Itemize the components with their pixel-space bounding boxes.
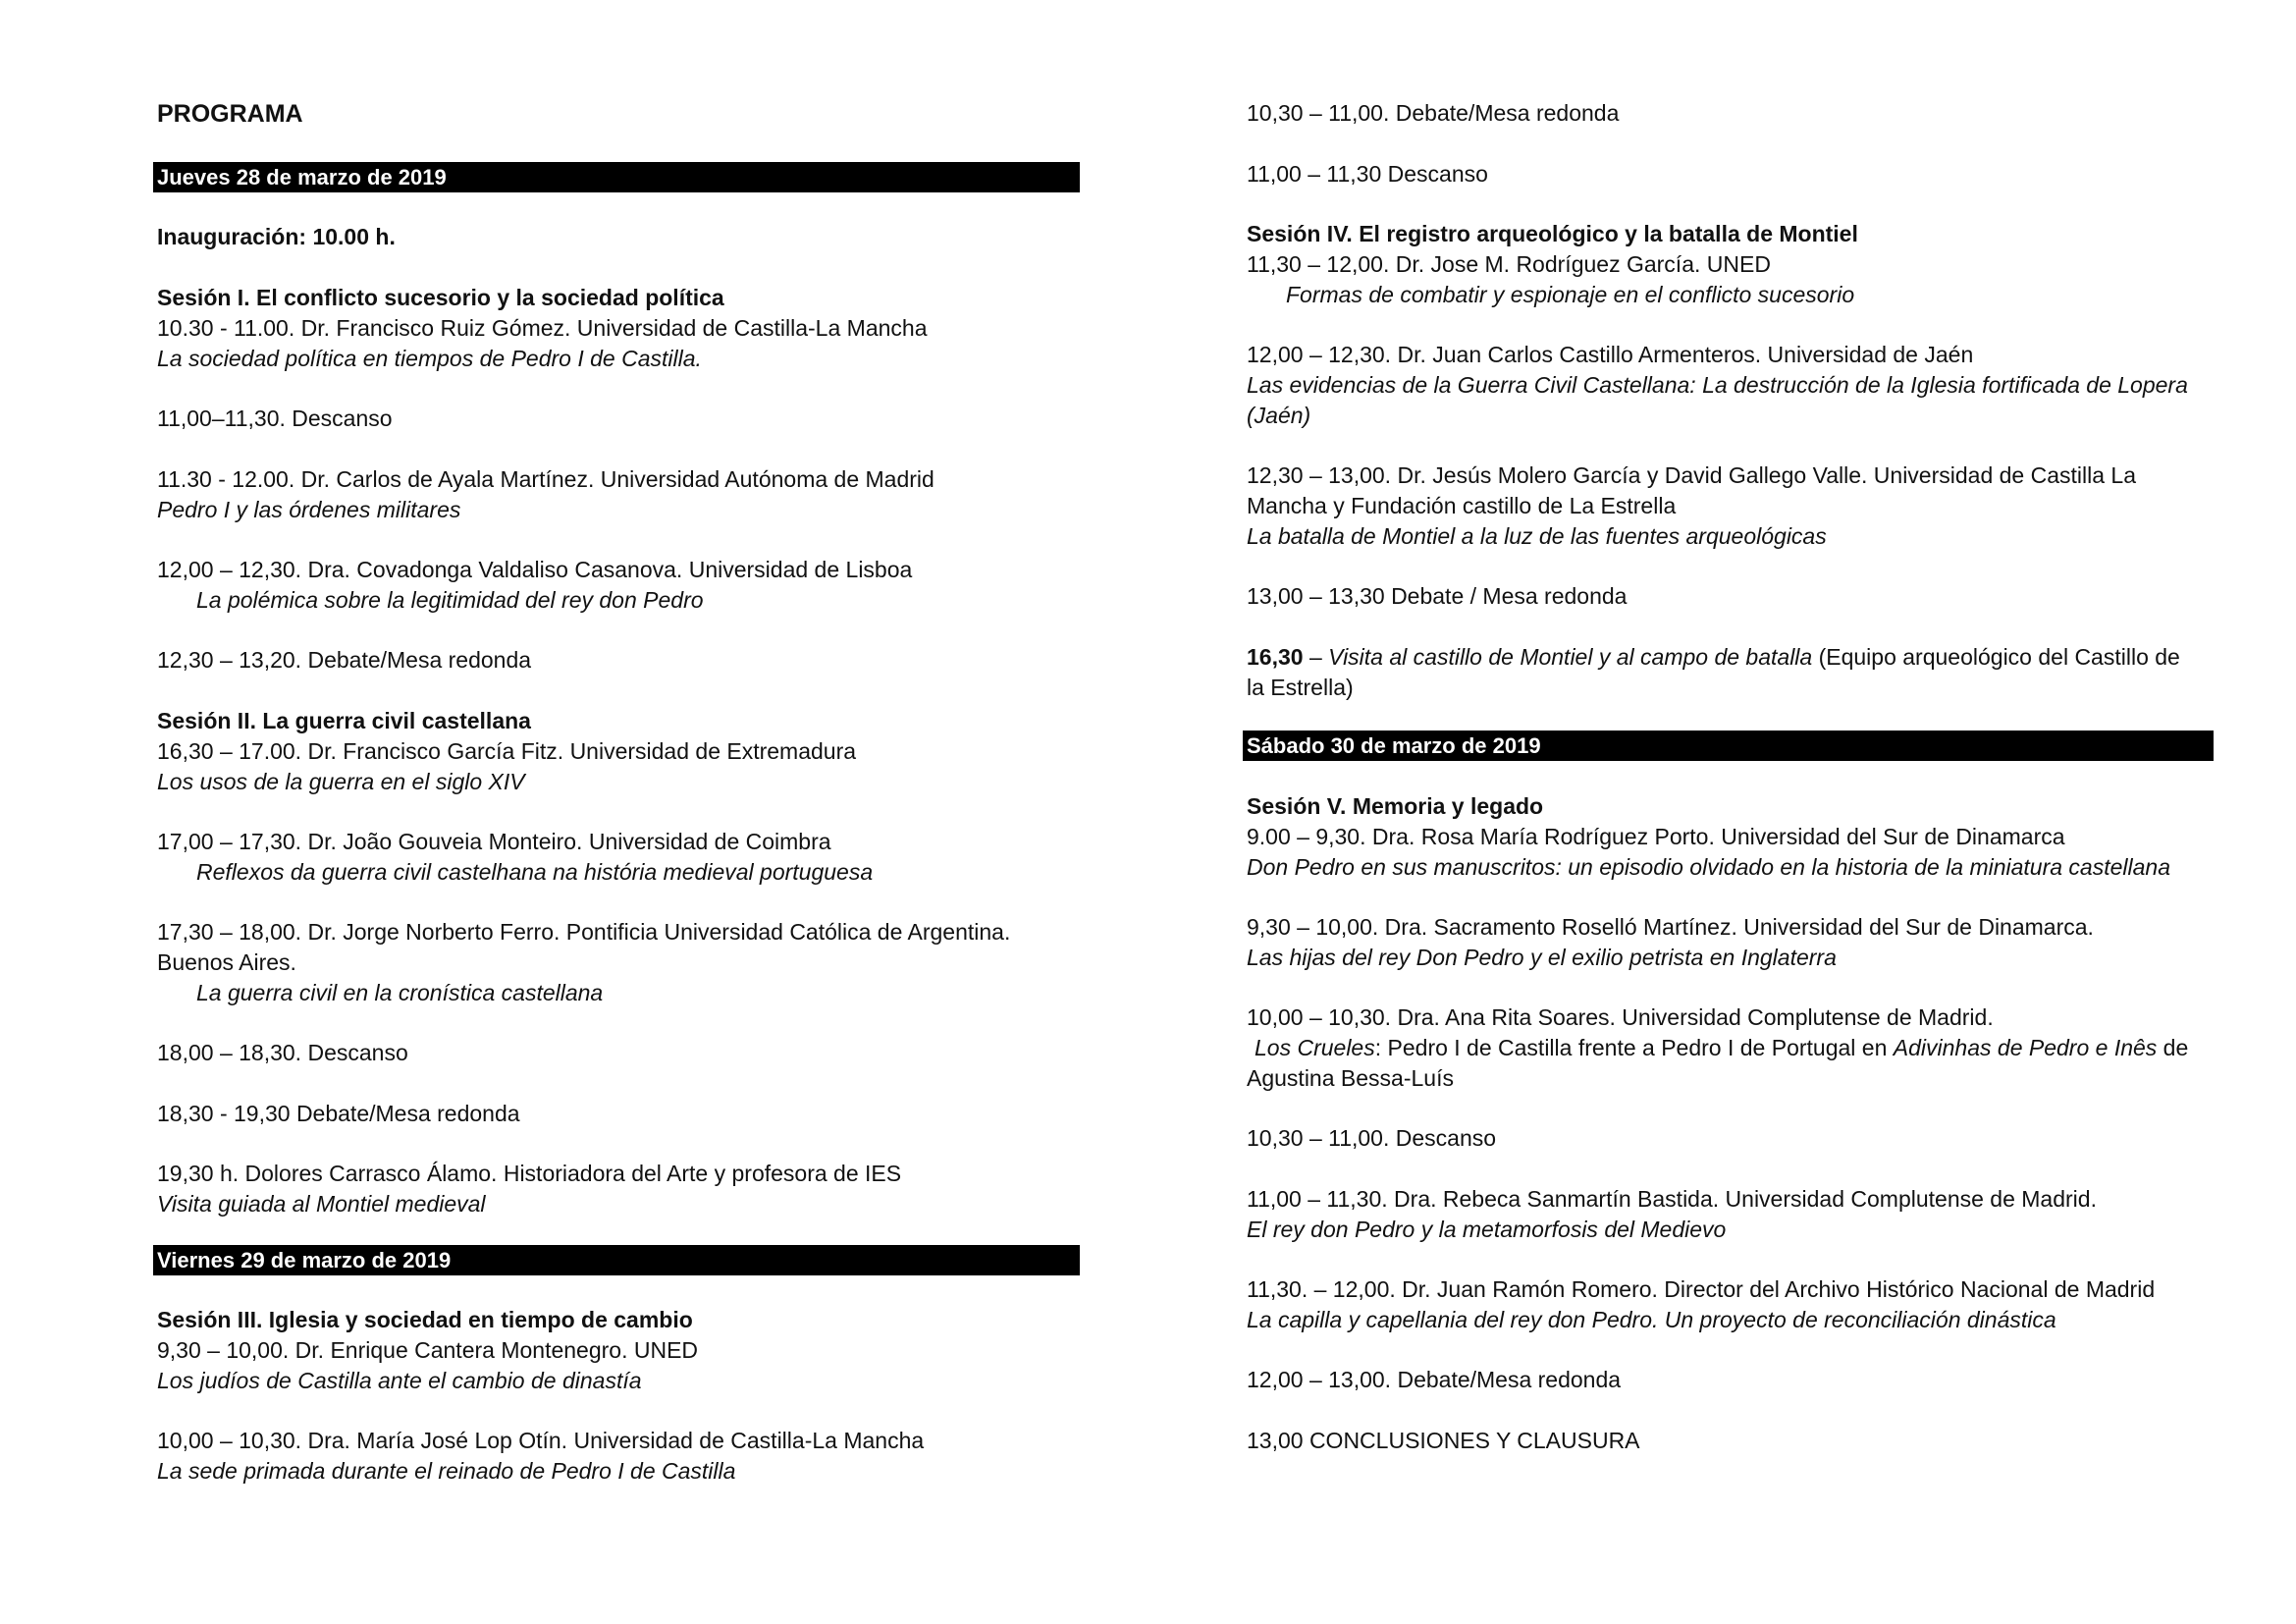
field-visit: [1247, 642, 2214, 673]
talk-15-title-part3: Adivinhas de Pedro e Inês: [1893, 1035, 2158, 1060]
talk-4-title: Los usos de la guerra en el siglo XIV: [157, 769, 525, 794]
debate-2: 18,30 - 19,30 Debate/Mesa redonda: [157, 1101, 520, 1126]
talk-1-title: La sociedad política en tiempos de Pedro I de Castilla.: [157, 346, 702, 371]
closing: 13,00 CONCLUSIONES Y CLAUSURA: [1247, 1428, 1640, 1453]
talk-7-title: Visita guiada al Montiel medieval: [157, 1191, 486, 1217]
day-header-saturday: Sábado 30 de marzo de 2019: [1243, 731, 2214, 761]
talk-17-title: La capilla y capellania del rey don Pedro. Un proyecto de reconciliación dinástica: [1247, 1307, 2056, 1332]
talk-7: 19,30 h. Dolores Carrasco Álamo. Historiadora del Arte y profesora de IES: [157, 1161, 902, 1186]
talk-12-cont: Mancha y Fundación castillo de La Estrella: [1247, 493, 1677, 518]
talk-15-title-part4: de: [2157, 1035, 2189, 1060]
talk-10-title: Formas de combatir y espionaje en el conflicto sucesorio: [1286, 282, 1855, 307]
inauguration: Inauguración: 10.00 h.: [157, 224, 396, 249]
talk-8: 9,30 – 10,00. Dr. Enrique Cantera Montenegro. UNED: [157, 1337, 699, 1363]
talk-5-title: Reflexos da guerra civil castelhana na história medieval portuguesa: [196, 859, 874, 885]
field-visit-time: 16,30: [1247, 644, 1304, 670]
debate-4: 13,00 – 13,30 Debate / Mesa redonda: [1247, 583, 1628, 609]
talk-16-title: El rey don Pedro y la metamorfosis del Medievo: [1247, 1217, 1727, 1242]
talk-5: 17,00 – 17,30. Dr. João Gouveia Monteiro. Universidad de Coimbra: [157, 829, 831, 854]
debate-5: 12,00 – 13,00. Debate/Mesa redonda: [1247, 1367, 1622, 1392]
talk-17: 11,30. – 12,00. Dr. Juan Ramón Romero. Director del Archivo Histórico Nacional de Madrid: [1247, 1276, 2156, 1302]
talk-14-title: Las hijas del rey Don Pedro y el exilio petrista en Inglaterra: [1247, 945, 1837, 970]
session-2-title: Sesión II. La guerra civil castellana: [157, 708, 531, 733]
talk-15-title: [1255, 1033, 2214, 1063]
field-visit-organizer-cont: la Estrella): [1247, 675, 1354, 700]
talk-3: 12,00 – 12,30. Dra. Covadonga Valdaliso Casanova. Universidad de Lisboa: [157, 557, 913, 582]
day-header-friday: Viernes 29 de marzo de 2019: [153, 1245, 1080, 1275]
talk-16: 11,00 – 11,30. Dra. Rebeca Sanmartín Bastida. Universidad Complutense de Madrid.: [1247, 1186, 2097, 1212]
talk-6: 17,30 – 18,00. Dr. Jorge Norberto Ferro. Pontificia Universidad Católica de Argentina.: [157, 919, 1011, 945]
talk-12: 12,30 – 13,00. Dr. Jesús Molero García y David Gallego Valle. Universidad de Castilla La: [1247, 462, 2136, 488]
field-visit-title: Visita al castillo de Montiel y al campo de batalla: [1328, 644, 1813, 670]
talk-1: 10.30 - 11.00. Dr. Francisco Ruiz Gómez. Universidad de Castilla-La Mancha: [157, 315, 928, 341]
talk-11-title-cont: (Jaén): [1247, 403, 1311, 428]
talk-9: 10,00 – 10,30. Dra. María José Lop Otín. Universidad de Castilla-La Mancha: [157, 1428, 925, 1453]
break-1: 11,00–11,30. Descanso: [157, 406, 393, 431]
talk-2-title: Pedro I y las órdenes militares: [157, 497, 461, 522]
talk-4: 16,30 – 17.00. Dr. Francisco García Fitz. Universidad de Extremadura: [157, 738, 857, 764]
talk-13: 9.00 – 9,30. Dra. Rosa María Rodríguez Porto. Universidad del Sur de Dinamarca: [1247, 824, 2065, 849]
day-header-thursday: Jueves 28 de marzo de 2019: [153, 162, 1080, 192]
talk-13-title: Don Pedro en sus manuscritos: un episodio olvidado en la historia de la miniatura castellana: [1247, 854, 2170, 880]
talk-10: 11,30 – 12,00. Dr. Jose M. Rodríguez García. UNED: [1247, 251, 1771, 277]
talk-6-title: La guerra civil en la cronística castellana: [196, 980, 604, 1005]
talk-3-title: La polémica sobre la legitimidad del rey don Pedro: [196, 587, 704, 613]
session-3-title: Sesión III. Iglesia y sociedad en tiempo de cambio: [157, 1307, 693, 1332]
talk-14: 9,30 – 10,00. Dra. Sacramento Roselló Martínez. Universidad del Sur de Dinamarca.: [1247, 914, 2094, 940]
field-visit-dash: –: [1303, 644, 1329, 670]
talk-6-location: Buenos Aires.: [157, 949, 296, 975]
talk-2: 11.30 - 12.00. Dr. Carlos de Ayala Martínez. Universidad Autónoma de Madrid: [157, 466, 934, 492]
talk-15-title-cont: Agustina Bessa-Luís: [1247, 1065, 1454, 1091]
talk-12-title: La batalla de Montiel a la luz de las fuentes arqueológicas: [1247, 523, 1827, 549]
talk-11-title: Las evidencias de la Guerra Civil Castellana: La destrucción de la Iglesia fortificada de Lopera: [1247, 372, 2188, 398]
field-visit-organizer: (Equipo arqueológico del Castillo de: [1812, 644, 2180, 670]
program-title: PROGRAMA: [157, 100, 303, 128]
break-4: 10,30 – 11,00. Descanso: [1247, 1125, 1497, 1151]
session-5-title: Sesión V. Memoria y legado: [1247, 793, 1544, 819]
talk-8-title: Los judíos de Castilla ante el cambio de dinastía: [157, 1368, 642, 1393]
session-1-title: Sesión I. El conflicto sucesorio y la sociedad política: [157, 285, 724, 310]
debate-1: 12,30 – 13,20. Debate/Mesa redonda: [157, 647, 532, 673]
talk-11: 12,00 – 12,30. Dr. Juan Carlos Castillo Armenteros. Universidad de Jaén: [1247, 342, 1974, 367]
break-3: 11,00 – 11,30 Descanso: [1247, 161, 1488, 187]
talk-15: 10,00 – 10,30. Dra. Ana Rita Soares. Universidad Complutense de Madrid.: [1247, 1004, 1994, 1030]
talk-9-title: La sede primada durante el reinado de Pedro I de Castilla: [157, 1458, 736, 1484]
break-2: 18,00 – 18,30. Descanso: [157, 1040, 408, 1065]
debate-3: 10,30 – 11,00. Debate/Mesa redonda: [1247, 100, 1620, 126]
talk-15-title-part1: Los Crueles: [1255, 1035, 1375, 1060]
talk-15-title-part2: : Pedro I de Castilla frente a Pedro I de Portugal en: [1374, 1035, 1894, 1060]
session-4-title: Sesión IV. El registro arqueológico y la batalla de Montiel: [1247, 221, 1858, 246]
